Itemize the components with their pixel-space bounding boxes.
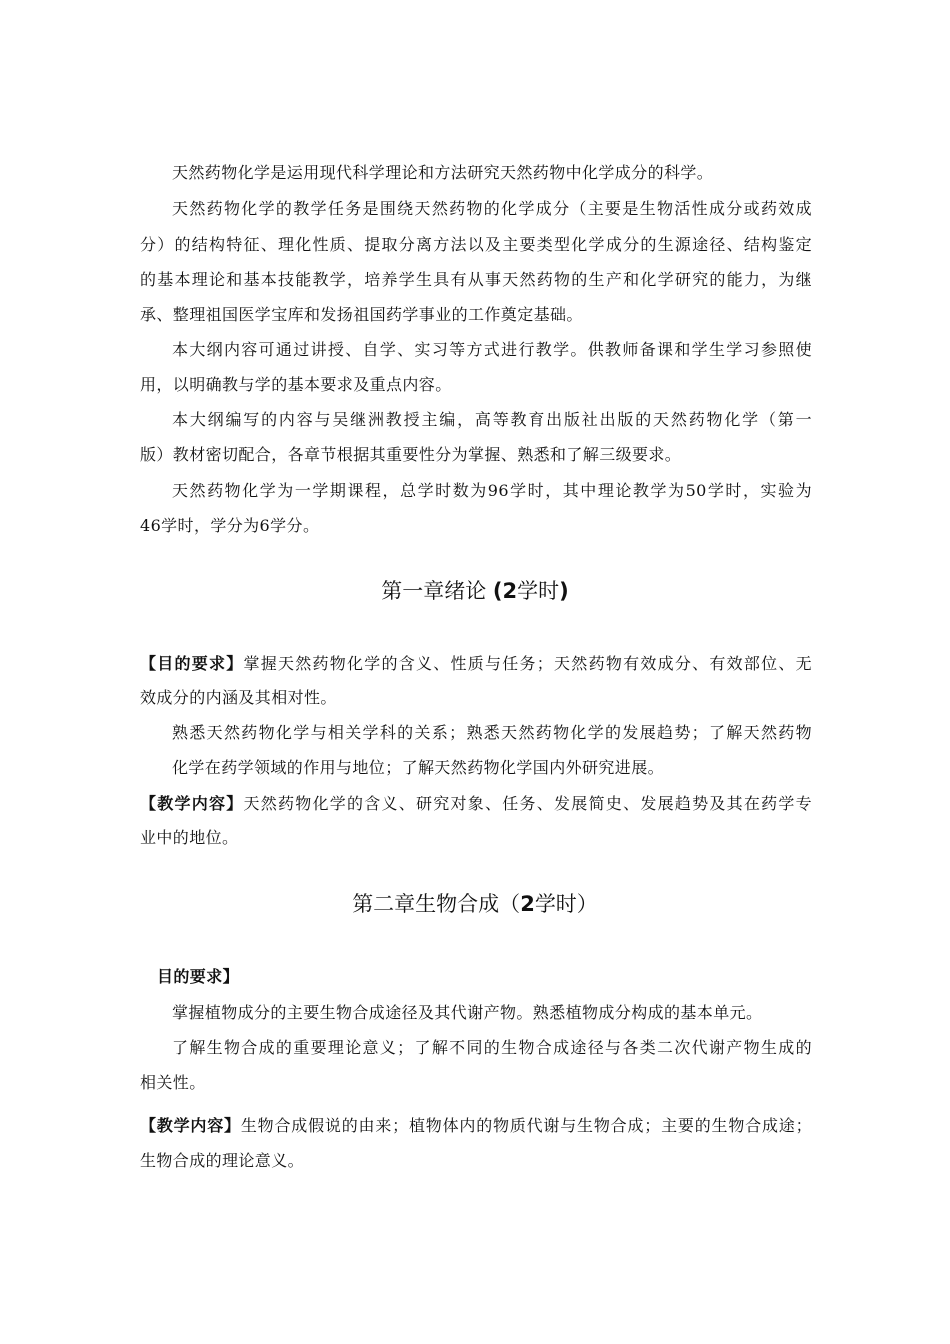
chapter-2-understand-line: 了解生物合成的重要理论意义；了解不同的生物合成途径与各类二次代谢产物生成的 <box>172 1038 812 1057</box>
chapter-1-title: 第一章绪论 <box>381 579 487 603</box>
chapter-2-hours-number: 2 <box>520 892 535 916</box>
chapter-2-heading <box>0 890 950 918</box>
chapter-2-content-text: 生物合成假说的由来；植物体内的物质代谢与生物合成；主要的生物合成途； <box>240 1116 812 1135</box>
chapter-2-hours-unit: 学时） <box>534 892 598 916</box>
intro-paragraph-2-line: 的基本理论和基本技能教学，培养学生具有从事天然药物的生产和化学研究的能力，为继 <box>140 270 812 289</box>
chapter-1-content-line <box>140 794 812 814</box>
chapter-1-familiar-line: 化学在药学领域的作用与地位；了解天然药物化学国内外研究进展。 <box>172 758 665 777</box>
chapter-1-content-label: 【教学内容】 <box>140 794 244 813</box>
chapter-1-hours-unit: 学时 <box>517 579 560 603</box>
chapter-2-content-line <box>140 1116 812 1136</box>
chapter-1-content-text: 天然药物化学的含义、研究对象、任务、发展简史、发展趋势及其在药学专 <box>243 794 812 813</box>
chapter-1-goal-line: 效成分的内涵及其相对性。 <box>140 688 337 707</box>
intro-paragraph-3-line: 用，以明确教与学的基本要求及重点内容。 <box>140 375 452 394</box>
chapter-1-goal-label: 【目的要求】 <box>140 654 244 673</box>
intro-paragraph-1: 天然药物化学是运用现代科学理论和方法研究天然药物中化学成分的科学。 <box>172 163 714 182</box>
intro-paragraph-4-line: 本大纲编写的内容与吴继洲教授主编，高等教育出版社出版的天然药物化学（第一 <box>172 410 812 429</box>
chapter-1-goal-text: 掌握天然药物化学的含义、性质与任务；天然药物有效成分、有效部位、无 <box>243 654 812 673</box>
chapter-1-content-line: 业中的地位。 <box>140 828 239 847</box>
intro-paragraph-5-line: 天然药物化学为一学期课程，总学时数为96学时，其中理论教学为50学时，实验为 <box>172 481 812 500</box>
chapter-1-hours-close: ) <box>559 579 569 603</box>
chapter-2-content-label: 【教学内容】 <box>140 1116 241 1135</box>
chapter-2-goal-label: 目的要求】 <box>157 967 240 986</box>
intro-paragraph-4-line: 版）教材密切配合，各章节根据其重要性分为掌握、熟悉和了解三级要求。 <box>140 445 682 464</box>
intro-paragraph-2-line: 天然药物化学的教学任务是围绕天然药物的化学成分（主要是生物活性成分或药效成 <box>172 199 812 218</box>
chapter-1-goal-line <box>140 654 812 674</box>
intro-paragraph-5-line: 46学时，学分为6学分。 <box>140 516 320 535</box>
chapter-2-goal-line: 掌握植物成分的主要生物合成途径及其代谢产物。熟悉植物成分构成的基本单元。 <box>172 1003 763 1022</box>
intro-paragraph-2-line: 分）的结构特征、理化性质、提取分离方法以及主要类型化学成分的生源途径、结构鉴定 <box>140 235 812 254</box>
chapter-2-understand-line: 相关性。 <box>140 1073 206 1092</box>
chapter-1-heading <box>0 577 950 605</box>
chapter-1-familiar-line: 熟悉天然药物化学与相关学科的关系；熟悉天然药物化学的发展趋势；了解天然药物 <box>172 723 812 742</box>
chapter-2-content-line: 生物合成的理论意义。 <box>140 1151 305 1170</box>
intro-paragraph-3-line: 本大纲内容可通过讲授、自学、实习等方式进行教学。供教师备课和学生学习参照使 <box>172 340 812 359</box>
chapter-1-hours-number: (2 <box>492 579 518 603</box>
chapter-2-title: 第二章生物合成（ <box>352 892 521 916</box>
intro-paragraph-2-line: 承、整理祖国医学宝库和发扬祖国药学事业的工作奠定基础。 <box>140 305 583 324</box>
